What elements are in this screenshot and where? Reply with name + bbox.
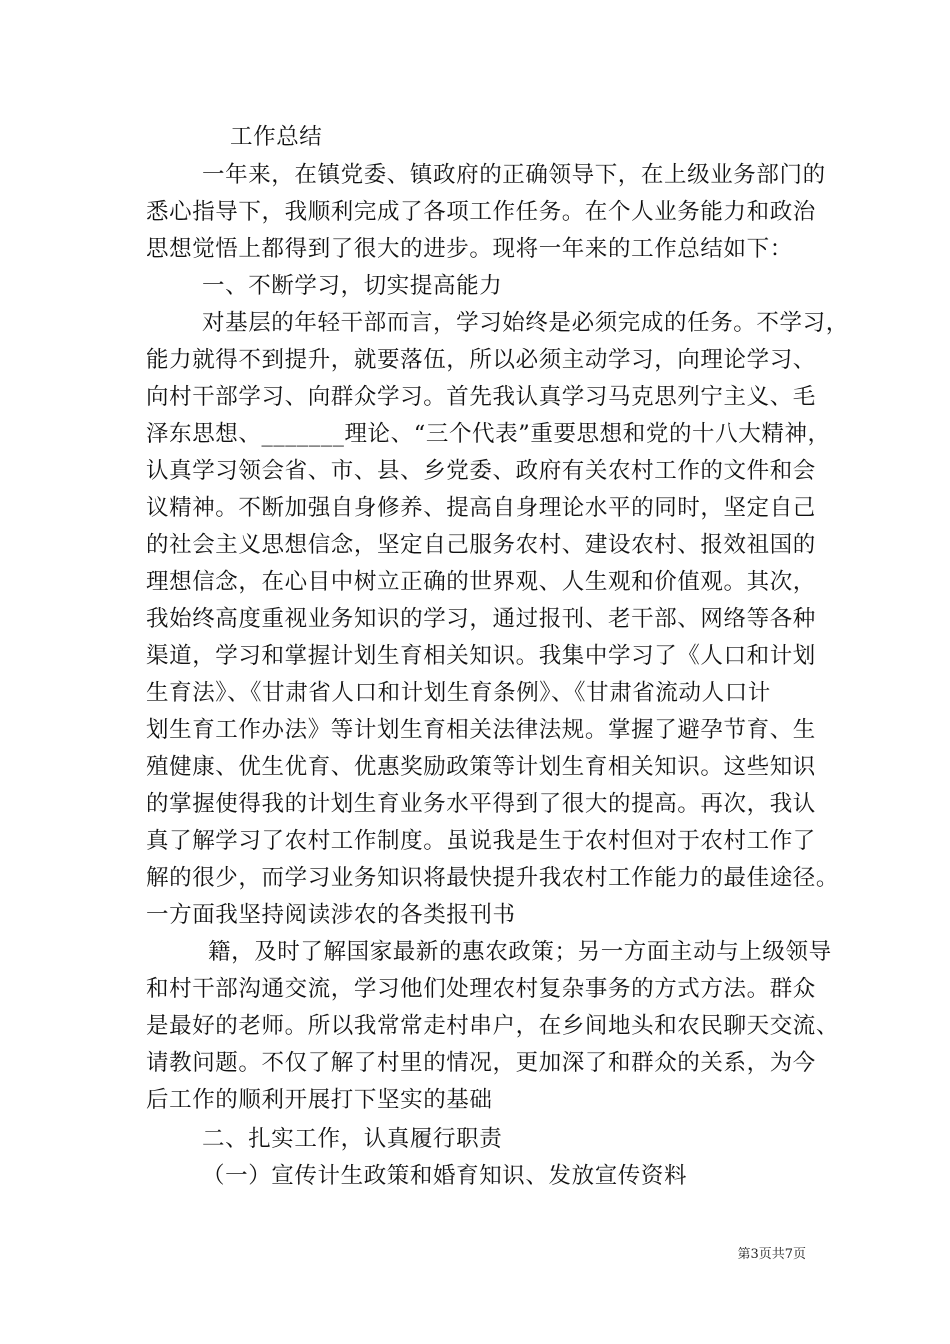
paragraph-line-policy-1: 籍，及时了解国家最新的惠农政策；另一方面主动与上级领导 (208, 939, 832, 965)
document-title: 工作总结 (230, 124, 323, 150)
paragraph-line-study-9: 我始终高度重视业务知识的学习，通过报刊、老干部、网络等各种 (146, 606, 816, 632)
paragraph-line-study-13: 殖健康、优生优育、优惠奖励政策等计划生育相关知识。这些知识 (146, 754, 816, 780)
page-number: 第3页共7页 (737, 1247, 806, 1262)
paragraph-line-study-15: 真了解学习了农村工作制度。虽说我是生于农村但对于农村工作了 (146, 828, 816, 854)
paragraph-line-study-3: 向村干部学习、向群众学习。首先我认真学习马克思列宁主义、毛 (146, 384, 816, 410)
paragraph-line-policy-5: 后工作的顺利开展打下坚实的基础 (146, 1087, 493, 1113)
paragraph-line-study-4: 泽东思想、_______理论、“三个代表”重要思想和党的十八大精神， (146, 421, 831, 447)
paragraph-line-study-16: 解的很少，而学习业务知识将最快提升我农村工作能力的最佳途径。 (146, 865, 840, 891)
paragraph-line-study-1: 对基层的年轻干部而言，学习始终是必须完成的任务。不学习， (202, 310, 849, 336)
paragraph-line-policy-3: 是最好的老师。所以我常常走村串户，在乡间地头和农民聊天交流、 (146, 1013, 840, 1039)
paragraph-line-study-11: 生育法》、《甘肃省人口和计划生育条例》、《甘肃省流动人口计 (146, 680, 771, 706)
section-heading-2: 二、扎实工作，认真履行职责 (202, 1126, 503, 1152)
paragraph-line-study-8: 理想信念，在心目中树立正确的世界观、人生观和价值观。其次， (146, 569, 816, 595)
paragraph-line-study-10: 渠道，学习和掌握计划生育相关知识。我集中学习了《人口和计划 (146, 643, 816, 669)
paragraph-line-study-7: 的社会主义思想信念，坚定自己服务农村、建设农村、报效祖国的 (146, 532, 816, 558)
subsection-heading-1: （一）宣传计生政策和婚育知识、发放宣传资料 (202, 1163, 688, 1189)
paragraph-line-intro-2: 悉心指导下，我顺利完成了各项工作任务。在个人业务能力和政治 (146, 199, 816, 225)
paragraph-line-intro-1: 一年来，在镇党委、镇政府的正确领导下，在上级业务部门的 (202, 162, 826, 188)
paragraph-line-study-6: 议精神。不断加强自身修养、提高自身理论水平的同时，坚定自己 (146, 495, 816, 521)
paragraph-line-study-17: 一方面我坚持阅读涉农的各类报刊书 (146, 902, 516, 928)
section-heading-1: 一、不断学习，切实提高能力 (202, 273, 503, 299)
paragraph-line-policy-4: 请教问题。不仅了解了村里的情况，更加深了和群众的关系，为今 (146, 1050, 816, 1076)
paragraph-line-study-2: 能力就得不到提升，就要落伍，所以必须主动学习，向理论学习、 (146, 347, 816, 373)
paragraph-line-study-14: 的掌握使得我的计划生育业务水平得到了很大的提高。再次，我认 (146, 791, 816, 817)
paragraph-line-intro-3: 思想觉悟上都得到了很大的进步。现将一年来的工作总结如下： (146, 236, 793, 262)
paragraph-line-study-12: 划生育工作办法》等计划生育相关法律法规。掌握了避孕节育、生 (146, 717, 816, 743)
paragraph-line-policy-2: 和村干部沟通交流，学习他们处理农村复杂事务的方式方法。群众 (146, 976, 816, 1002)
paragraph-line-study-5: 认真学习领会省、市、县、乡党委、政府有关农村工作的文件和会 (146, 458, 816, 484)
